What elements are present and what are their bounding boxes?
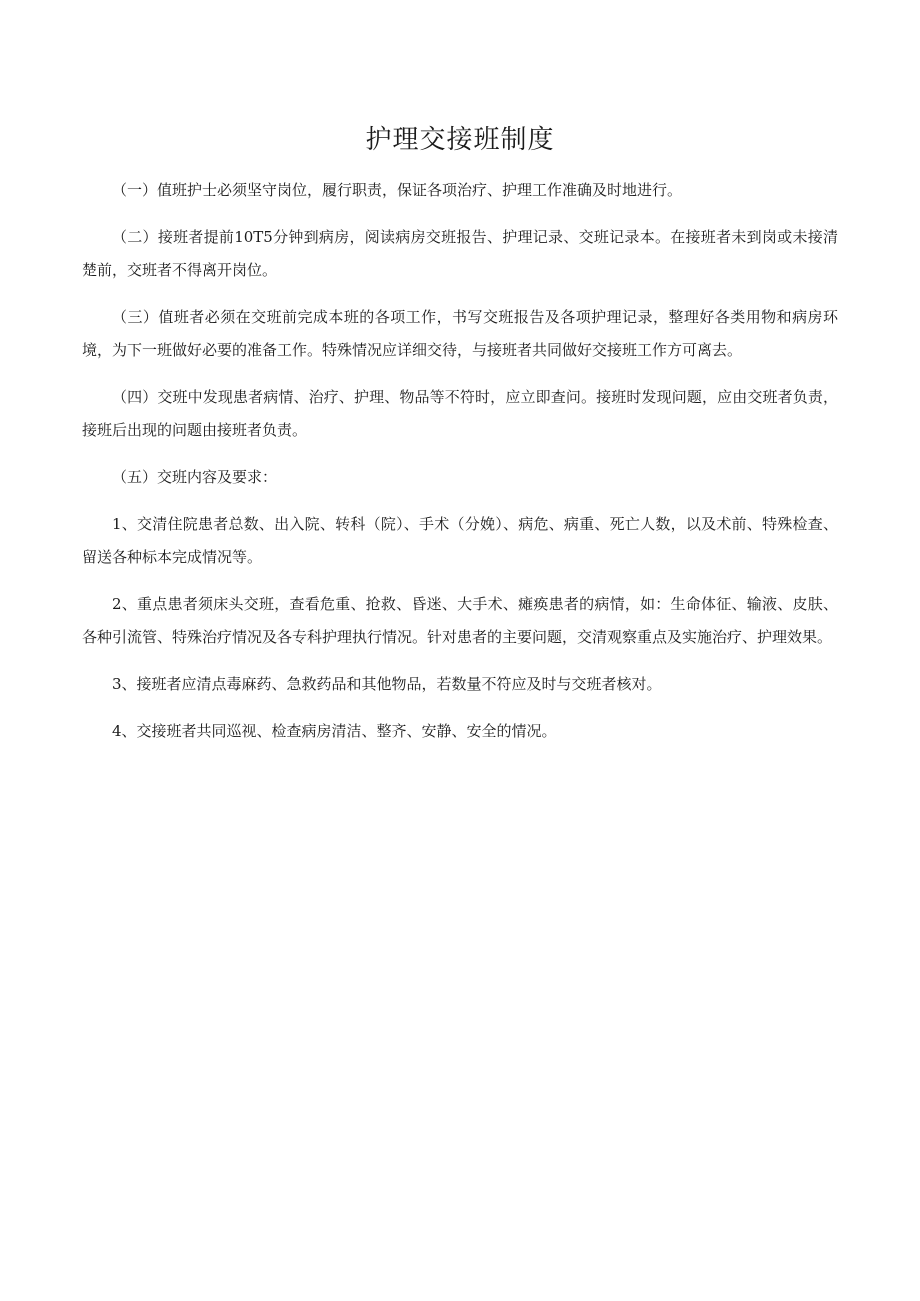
paragraph-3: （三）值班者必须在交班前完成本班的各项工作，书写交班报告及各项护理记录，整理好各类用物和病房环境，为下一班做好必要的准备工作。特殊情况应详细交待，与接班者共同做好交接班工作方可离去。 <box>82 308 838 359</box>
paragraph-5: （五）交班内容及要求： <box>112 468 278 486</box>
list-item-4: 4、交接班者共同巡视、检查病房清洁、整齐、安静、安全的情况。 <box>112 722 557 740</box>
list-item-3: 3、接班者应清点毒麻药、急救药品和其他物品，若数量不符应及时与交班者核对。 <box>112 675 662 693</box>
document-body <box>82 174 838 762</box>
document-title: 护理交接班制度 <box>365 125 555 155</box>
paragraph-2: （二）接班者提前10T5分钟到病房，阅读病房交班报告、护理记录、交班记录本。在接班者未到岗或未接清楚前，交班者不得离开岗位。 <box>82 228 838 279</box>
paragraph-1: （一）值班护士必须坚守岗位，履行职责，保证各项治疗、护理工作准确及时地进行。 <box>112 181 683 199</box>
list-item-1: 1、交清住院患者总数、出入院、转科（院）、手术（分娩）、病危、病重、死亡人数，以及术前、特殊检查、留送各种标本完成情况等。 <box>82 515 838 566</box>
paragraph-4: （四）交班中发现患者病情、治疗、护理、物品等不符时，应立即查问。接班时发现问题，应由交班者负责，接班后出现的问题由接班者负责。 <box>82 388 838 439</box>
list-item-2: 2、重点患者须床头交班，查看危重、抢救、昏迷、大手术、瘫痪患者的病情，如：生命体征、输液、皮肤、各种引流管、特殊治疗情况及各专科护理执行情况。针对患者的主要问题，交清观察重点及实施治疗、护理效果。 <box>82 595 838 646</box>
